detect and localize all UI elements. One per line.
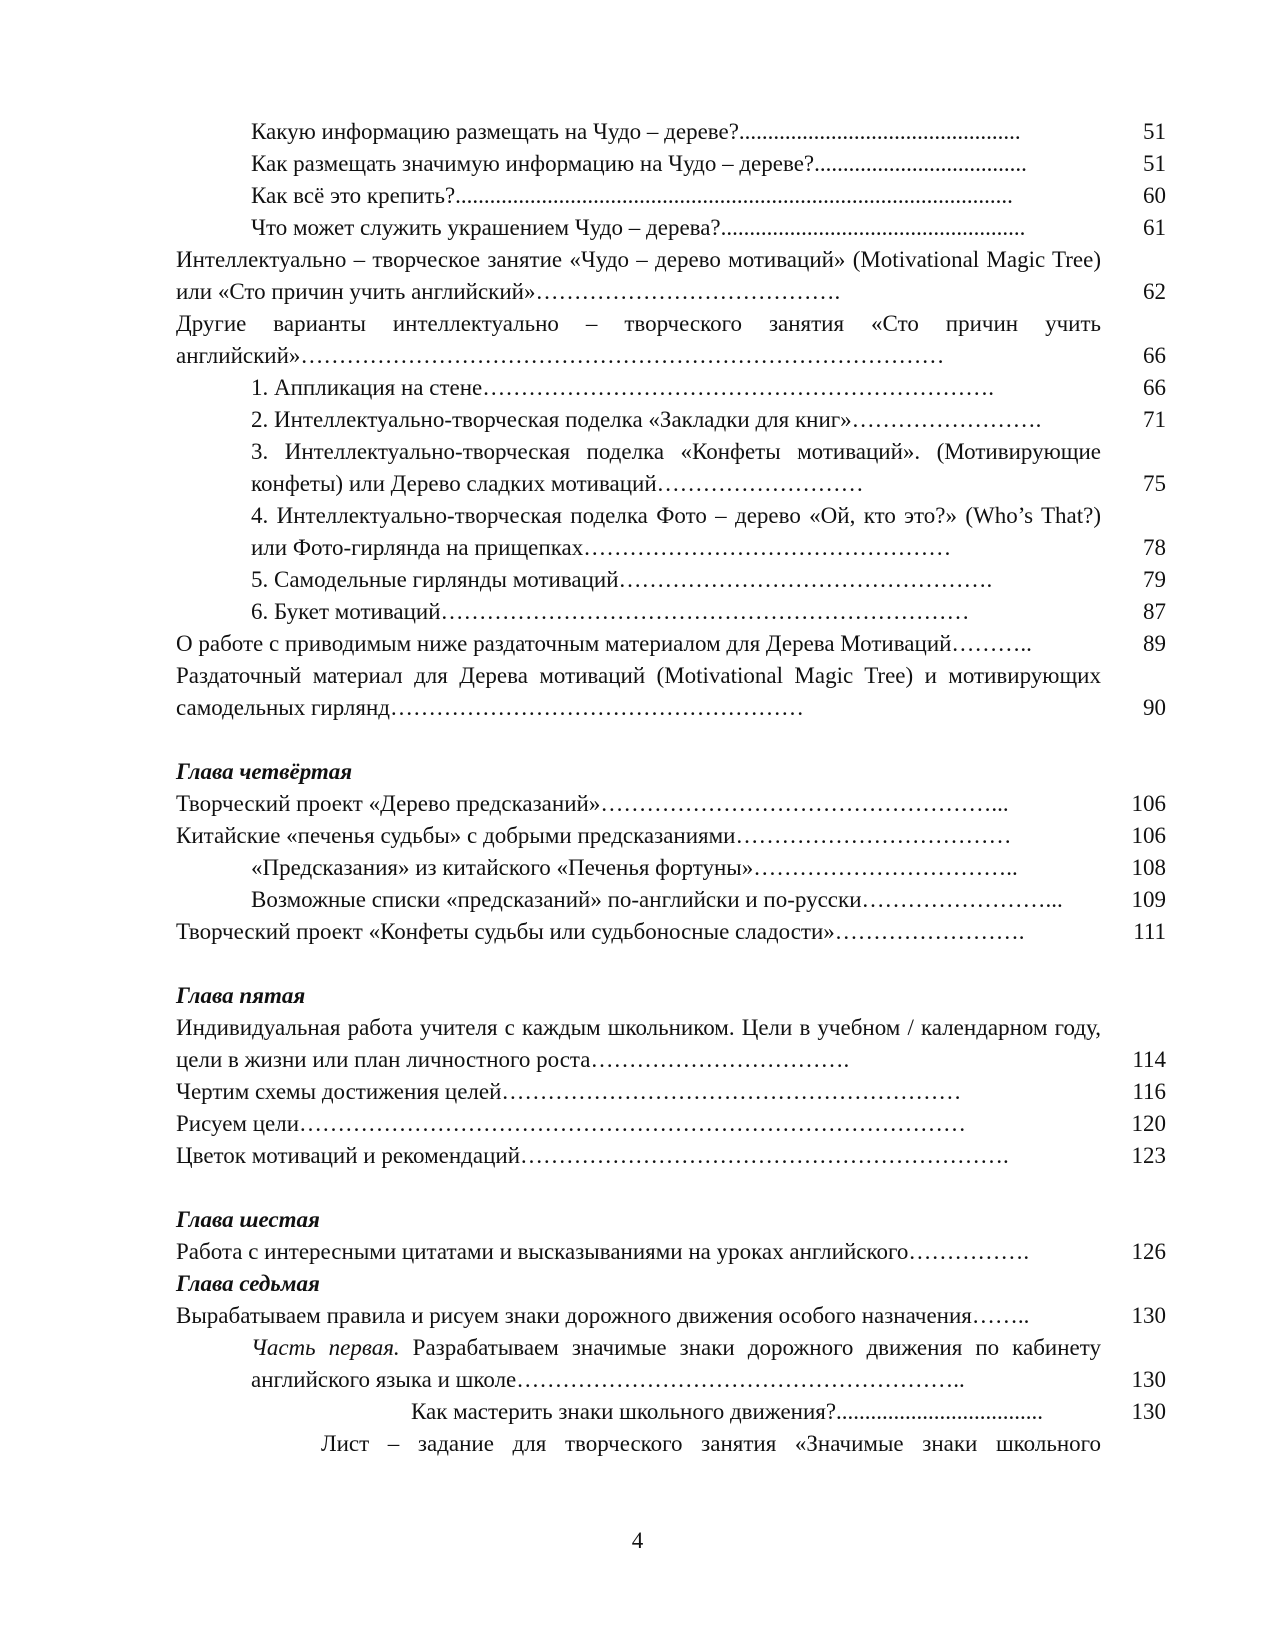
toc-entry[interactable] — [176, 596, 1166, 628]
chapter-four-section — [176, 756, 1166, 948]
page-number: 4 — [631, 1528, 644, 1553]
toc-entry-page: 106 — [1131, 791, 1166, 816]
toc-entry-text: Лист – задание для творческого занятия «Значимые знаки школьного — [321, 1431, 1101, 1456]
toc-entry-text: Раздаточный материал для Дерева мотиваций (Motivational Magic Tree) и мотивирующих самодельных гирлянд……………………………………………… — [176, 663, 1101, 720]
toc-entry-page: 109 — [1131, 887, 1166, 912]
toc-entry-text: Другие варианты интеллектуально – творческого занятия «Сто причин учить английский»………………………………………………………………………… — [176, 311, 1101, 368]
toc-entry[interactable] — [176, 180, 1166, 212]
toc-entry-text: 2. Интеллектуально-творческая поделка «Закладки для книг»……………………. — [251, 407, 1042, 432]
chapter-heading: Глава четвёртая — [176, 759, 353, 784]
toc-entry[interactable] — [176, 820, 1166, 852]
toc-entry[interactable] — [176, 916, 1166, 948]
toc-entry-text: Вырабатываем правила и рисуем знаки дорожного движения особого назначения…….. — [176, 1303, 1030, 1328]
toc-entry-text: 4. Интеллектуально-творческая поделка Фото – дерево «Ой, кто это?» (Who’s That?) или Фото-гирлянда на прищепках………………………………………… — [251, 503, 1101, 560]
toc-entry-page: 87 — [1143, 599, 1166, 624]
toc-entry-text: Китайские «печенья судьбы» с добрыми предсказаниями……………………………… — [176, 823, 1012, 848]
toc-entry[interactable] — [176, 1076, 1166, 1108]
toc-entry[interactable] — [176, 788, 1166, 820]
toc-entry-text: Интеллектуально – творческое занятие «Чудо – дерево мотиваций» (Motivational Magic Tree) или «Сто причин учить английский»…………………………………. — [176, 247, 1101, 304]
toc-entry-text: Цветок мотиваций и рекомендаций………………………………………………………. — [176, 1143, 1009, 1168]
section-continuation — [176, 116, 1166, 724]
table-of-contents — [176, 116, 1166, 1460]
toc-entry-page: 120 — [1131, 1111, 1166, 1136]
toc-entry-page: 66 — [1143, 343, 1166, 368]
toc-entry-page: 62 — [1143, 279, 1166, 304]
toc-entry-text: Какую информацию размещать на Чудо – дереве?................................................. — [251, 119, 1021, 144]
toc-entry-page: 116 — [1132, 1079, 1166, 1104]
toc-entry-page: 130 — [1131, 1399, 1166, 1424]
toc-entry[interactable] — [176, 1396, 1166, 1428]
toc-entry[interactable] — [176, 1332, 1166, 1396]
toc-entry[interactable] — [176, 660, 1166, 724]
toc-entry[interactable] — [176, 212, 1166, 244]
toc-entry-page: 66 — [1143, 375, 1166, 400]
toc-entry-page: 130 — [1131, 1367, 1166, 1392]
toc-entry[interactable] — [176, 1236, 1166, 1268]
toc-entry-text-rest: Разрабатываем значимые знаки дорожного движения по кабинету английского языка и школе………………………………………………….. — [251, 1335, 1101, 1392]
toc-entry-prefix: Часть первая. — [251, 1335, 400, 1360]
toc-entry[interactable] — [176, 244, 1166, 308]
toc-entry[interactable] — [176, 1140, 1166, 1172]
toc-entry[interactable] — [176, 372, 1166, 404]
toc-entry-text: Творческий проект «Конфеты судьбы или судьбоносные сладости»……………………. — [176, 919, 1025, 944]
toc-entry-page: 108 — [1131, 855, 1166, 880]
toc-entry-text: Индивидуальная работа учителя с каждым школьником. Цели в учебном / календарном году, цели в жизни или план личностного роста……………………………. — [176, 1015, 1101, 1072]
toc-entry[interactable] — [176, 1108, 1166, 1140]
toc-entry[interactable] — [176, 404, 1166, 436]
toc-entry-page: 114 — [1132, 1047, 1166, 1072]
toc-entry-page: 51 — [1143, 151, 1166, 176]
toc-entry-text: Рисуем цели…………………………………………………………………………… — [176, 1111, 967, 1136]
toc-entry-text: 3. Интеллектуально-творческая поделка «Конфеты мотиваций». (Мотивирующие конфеты) или Дерево сладких мотиваций……………………… — [251, 439, 1101, 496]
toc-entry-page: 111 — [1133, 919, 1166, 944]
toc-entry-text: «Предсказания» из китайского «Печенья фортуны»…………………………….. — [251, 855, 1018, 880]
toc-entry-text: Чертим схемы достижения целей…………………………………………………… — [176, 1079, 962, 1104]
toc-entry-text: 1. Аппликация на стене…………………………………………………………. — [251, 375, 994, 400]
toc-entry[interactable] — [176, 1012, 1166, 1076]
toc-entry-page: 51 — [1143, 119, 1166, 144]
toc-entry-page: 130 — [1131, 1303, 1166, 1328]
toc-entry-page: 78 — [1143, 535, 1166, 560]
toc-entry-text: Работа с интересными цитатами и высказываниями на уроках английского……………. — [176, 1239, 1030, 1264]
toc-entry[interactable] — [176, 1300, 1166, 1332]
toc-entry-page: 79 — [1143, 567, 1166, 592]
toc-entry[interactable] — [176, 436, 1166, 500]
toc-entry-page: 123 — [1131, 1143, 1166, 1168]
toc-entry-text — [176, 1332, 1101, 1396]
toc-entry[interactable] — [176, 116, 1166, 148]
toc-entry-text: Как мастерить знаки школьного движения?.................................... — [411, 1399, 1044, 1424]
toc-entry-page: 71 — [1143, 407, 1166, 432]
toc-entry-page: 60 — [1143, 183, 1166, 208]
chapter-six-section — [176, 1204, 1166, 1268]
toc-entry[interactable] — [176, 628, 1166, 660]
toc-entry-page: 75 — [1143, 471, 1166, 496]
toc-entry[interactable] — [176, 884, 1166, 916]
toc-entry-page: 90 — [1143, 695, 1166, 720]
chapter-seven-section — [176, 1268, 1166, 1460]
toc-entry[interactable] — [176, 500, 1166, 564]
toc-entry[interactable] — [176, 1428, 1166, 1460]
toc-entry[interactable] — [176, 852, 1166, 884]
toc-entry-text: Что может служить украшением Чудо – дерева?..................................................... — [251, 215, 1026, 240]
toc-entry-text: Как размещать значимую информацию на Чудо – дереве?..................................... — [251, 151, 1027, 176]
toc-entry[interactable] — [176, 308, 1166, 372]
chapter-heading: Глава шестая — [176, 1207, 320, 1232]
toc-entry-text: 5. Самодельные гирлянды мотиваций…………………………………………. — [251, 567, 993, 592]
toc-entry-text: 6. Букет мотиваций…………………………………………………………… — [251, 599, 970, 624]
chapter-five-section — [176, 980, 1166, 1172]
toc-entry[interactable] — [176, 564, 1166, 596]
toc-entry-page: 89 — [1143, 631, 1166, 656]
toc-entry-page: 126 — [1131, 1239, 1166, 1264]
toc-entry-text: Возможные списки «предсказаний» по-английски и по-русски……………………... — [251, 887, 1063, 912]
toc-entry-page: 106 — [1131, 823, 1166, 848]
toc-entry-text: О работе с приводимым ниже раздаточным материалом для Дерева Мотиваций……….. — [176, 631, 1032, 656]
toc-entry-text: Творческий проект «Дерево предсказаний»……………………………………………... — [176, 791, 1009, 816]
chapter-heading: Глава пятая — [176, 983, 306, 1008]
toc-entry-text: Как всё это крепить?................................................................................................. — [251, 183, 1013, 208]
toc-entry[interactable] — [176, 148, 1166, 180]
chapter-heading: Глава седьмая — [176, 1271, 320, 1296]
toc-entry-page: 61 — [1143, 215, 1166, 240]
